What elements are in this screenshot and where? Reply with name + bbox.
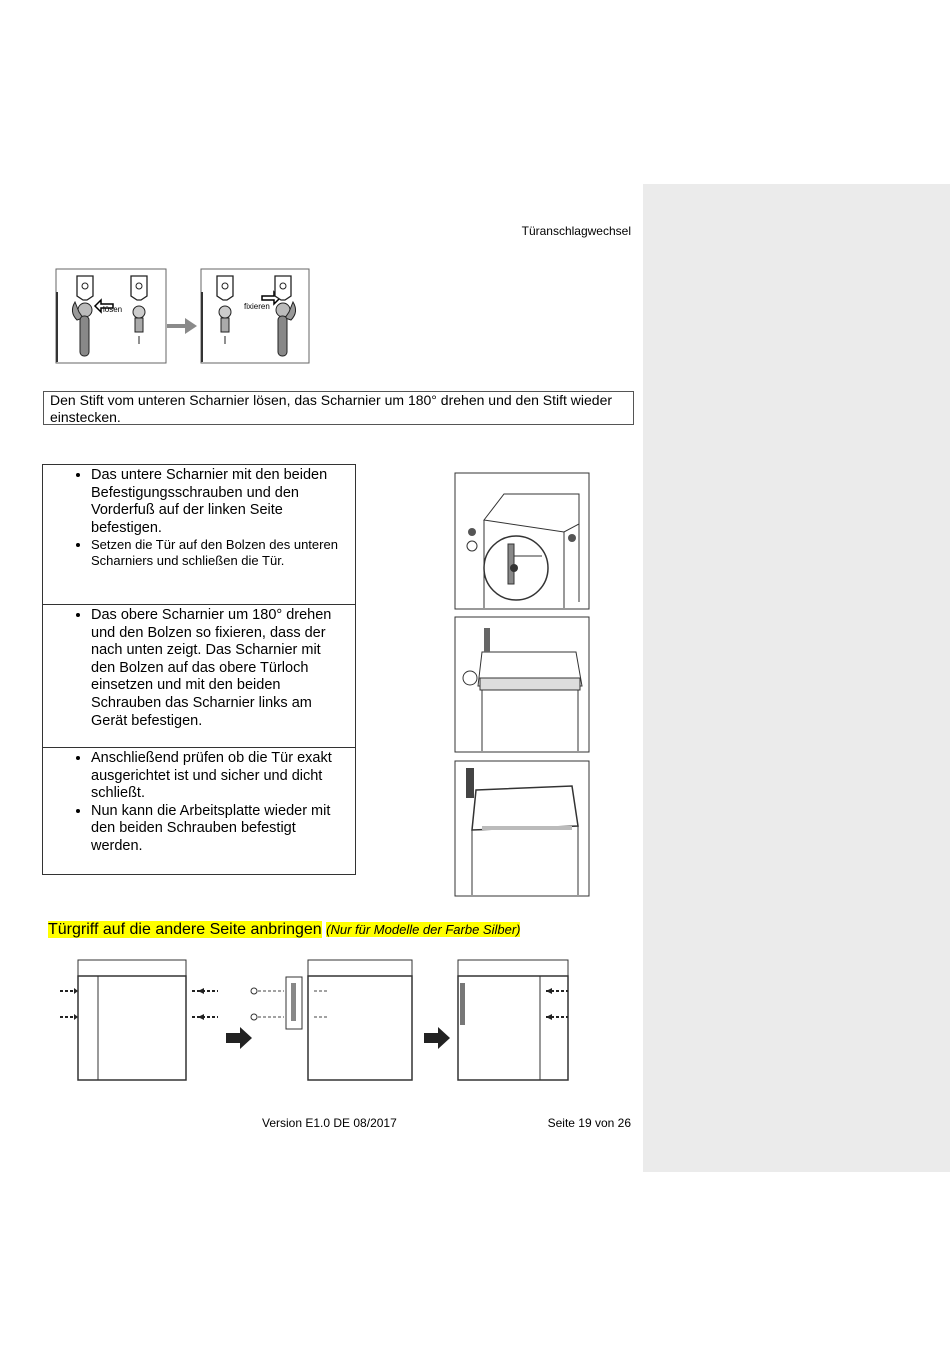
fridge-during xyxy=(251,960,412,1080)
handle-relocation-figure xyxy=(46,955,586,1089)
fridge-step-figures xyxy=(454,472,594,897)
handle-heading-main: Türgriff auf die andere Seite anbringen xyxy=(48,921,322,938)
step-3-item-1: • Anschließend prüfen ob die Tür exakt ausgerichtet ist und sicher und dicht schließt. xyxy=(91,750,347,803)
hinge-pin-figure xyxy=(55,268,310,366)
footer-version: Version E1.0 DE 08/2017 xyxy=(262,1116,397,1130)
step-1-item-1: • Das untere Scharnier mit den beiden Befestigungsschrauben und den Vorderfuß auf der linken Seite befestigen. xyxy=(91,467,347,537)
step-3-item-2: • Nun kann die Arbeitsplatte wieder mit den beiden Schrauben befestigt werden. xyxy=(91,803,347,856)
step-1-item-2: • Setzen die Tür auf den Bolzen des unteren Scharniers und schließen die Tür. xyxy=(91,537,347,569)
step-cell-2 xyxy=(43,605,355,748)
fridge-after xyxy=(458,960,568,1080)
step-2-item-1: • Das obere Scharnier um 180° drehen und den Bolzen so fixieren, dass der nach unten zeigt. Das Scharnier mit den Bolzen auf das obere Türloch einsetzen und mit den beiden Schrauben das Scharnier links am Gerät befestigen. xyxy=(91,607,347,730)
footer-page-number: Seite 19 von 26 xyxy=(547,1116,631,1130)
fridge-before xyxy=(60,960,218,1080)
fridge-figure-top-hinge xyxy=(455,617,589,752)
step-cell-3 xyxy=(43,748,355,874)
handle-section-heading xyxy=(48,920,520,940)
handle-heading-note: (Nur für Modelle der Farbe Silber) xyxy=(326,922,521,937)
label-loosen: lösen xyxy=(103,305,123,314)
page-header-title: Türanschlagwechsel xyxy=(521,224,631,238)
instruction-box: Den Stift vom unteren Scharnier lösen, das Scharnier um 180° drehen und den Stift wieder einstecken. xyxy=(43,391,634,425)
steps-table xyxy=(42,464,356,875)
fridge-figure-lower-hinge xyxy=(455,473,589,609)
step-cell-1 xyxy=(43,465,355,605)
fridge-figure-closed-door xyxy=(455,761,589,896)
comment-margin xyxy=(643,184,950,1172)
label-fix: fixieren xyxy=(244,302,270,311)
